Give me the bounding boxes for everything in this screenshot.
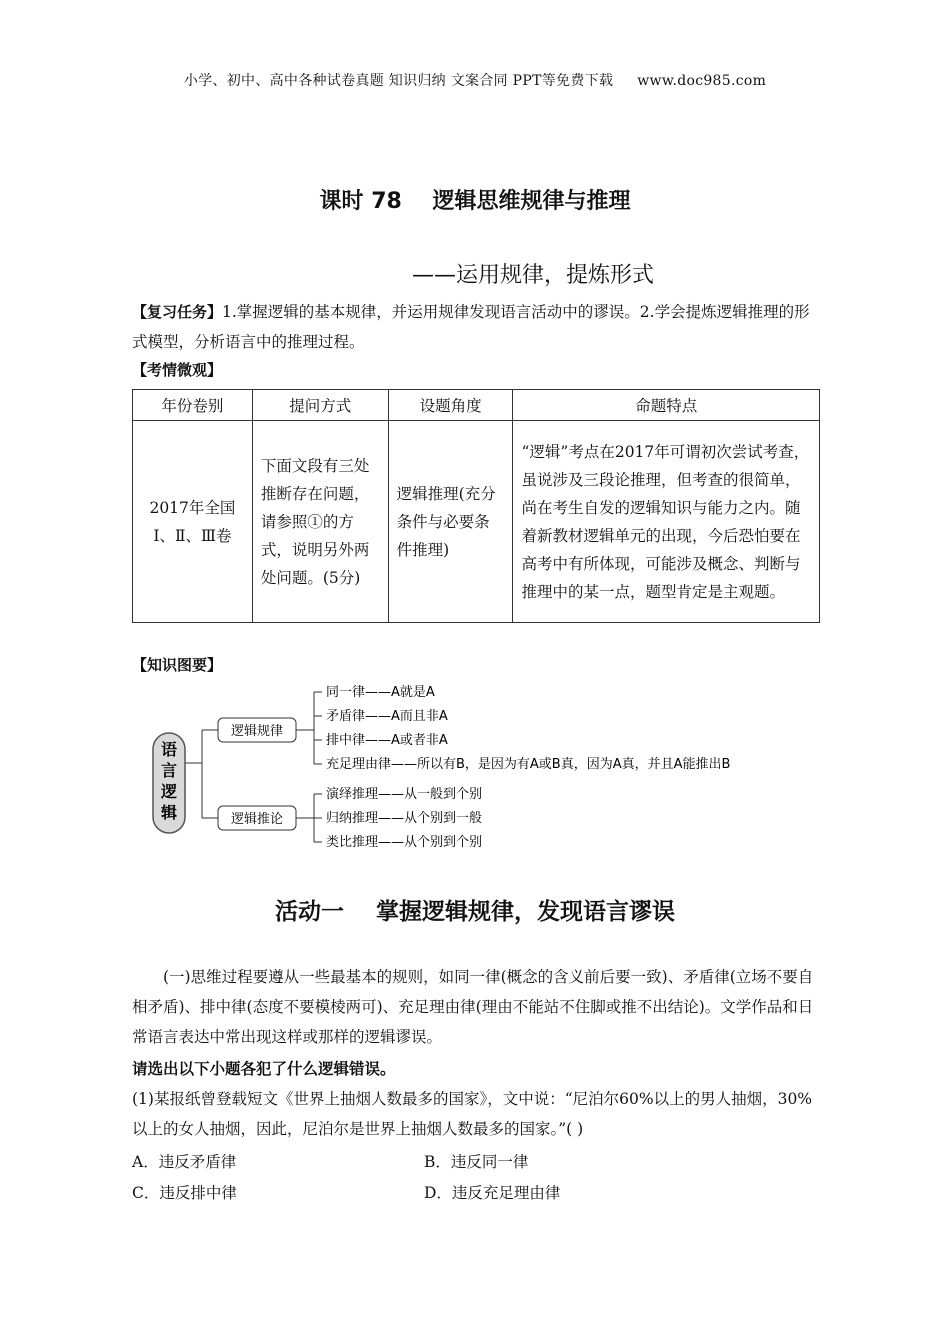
option-c[interactable]: C．违反排中律 — [132, 1184, 237, 1202]
mindmap-root-char: 语 — [160, 740, 178, 759]
mindmap-branch-connector — [296, 794, 322, 842]
table-cell-feature: “逻辑”考点在2017年可谓初次尝试考查，虽说涉及三段论推理，但考查的很简单，尚在考生自发的逻辑知识与能力之内。随着新教材逻辑单元的出现，今后恐怕要在高考中有所体现，可能涉及概念、判断与推理中的某一点，题型肯定是主观题。 — [513, 421, 820, 623]
exam-table — [132, 389, 820, 623]
mindmap-root-char: 辑 — [160, 803, 178, 822]
instruction: 请选出以下小题各犯了什么逻辑错误。 — [132, 1060, 396, 1078]
mindmap-branch-label: 逻辑规律 — [230, 724, 284, 739]
header-url[interactable]: www.doc985.com — [637, 73, 767, 89]
table-header: 命题特点 — [513, 390, 820, 421]
review-label: 【复习任务】 — [132, 303, 223, 321]
review-task — [132, 297, 820, 357]
page-header — [0, 70, 950, 90]
table-header: 年份卷别 — [133, 390, 253, 421]
mindmap-leaf: 矛盾律——A而且非A — [326, 709, 448, 724]
table-cell-angle: 逻辑推理(充分条件与必要条件推理) — [388, 421, 513, 623]
option-b[interactable]: B．违反同一律 — [424, 1153, 529, 1171]
mindmap-branch-label: 逻辑推论 — [230, 812, 284, 827]
mindmap-leaf: 类比推理——从个别到个别 — [326, 835, 483, 850]
mindmap-leaf: 充足理由律——所以有B，是因为有A或B真，因为A真，并且A能推出B — [326, 757, 731, 772]
page-subtitle: ——运用规律，提炼形式 — [412, 263, 655, 288]
table-cell-question: 下面文段有三处推断存在问题，请参照①的方式，说明另外两处问题。(5分) — [252, 421, 388, 623]
mindmap-root-connector — [185, 730, 218, 818]
table-header: 设题角度 — [388, 390, 513, 421]
mindmap-svg — [150, 683, 850, 853]
table-row — [133, 421, 820, 623]
knowledge-label: 【知识图要】 — [132, 656, 223, 674]
mindmap-root-char: 逻 — [160, 782, 178, 801]
mindmap-leaf: 排中律——A或者非A — [326, 733, 448, 748]
mindmap-leaf: 同一律——A就是A — [326, 685, 435, 700]
page-title: 课时 78 逻辑思维规律与推理 — [319, 189, 631, 214]
section-title: 活动一 掌握逻辑规律，发现语言谬误 — [274, 899, 676, 925]
review-text: 1.掌握逻辑的基本规律，并运用规律发现语言活动中的谬误。2.学会提炼逻辑推理的形式模型，分析语言中的推理过程。 — [132, 303, 810, 351]
table-header: 提问方式 — [252, 390, 388, 421]
option-d[interactable]: D．违反充足理由律 — [424, 1184, 561, 1202]
mindmap-root-char: 言 — [160, 761, 178, 780]
mindmap-leaf: 演绎推理——从一般到个别 — [326, 787, 483, 802]
mindmap-leaf: 归纳推理——从个别到一般 — [326, 811, 483, 826]
question-1: (1)某报纸曾登载短文《世界上抽烟人数最多的国家》，文中说：“尼泊尔60%以上的男人抽烟，30%以上的女人抽烟，因此，尼泊尔是世界上抽烟人数最多的国家。”( ) — [132, 1090, 813, 1138]
option-a[interactable]: A．违反矛盾律 — [132, 1153, 237, 1171]
header-text: 小学、初中、高中各种试卷真题 知识归纳 文案合同 PPT等免费下载 — [183, 73, 614, 89]
intro-paragraph: (一)思维过程要遵从一些最基本的规则，如同一律(概念的含义前后要一致)、矛盾律(立场不要自相矛盾)、排中律(态度不要模棱两可)、充足理由律(理由不能站不住脚或推不出结论)。文学作品和日常语言表达中常出现这样或那样的逻辑谬误。 — [132, 968, 814, 1046]
mindmap-branch-connector — [296, 692, 322, 764]
knowledge-mindmap — [150, 683, 850, 853]
exam-label: 【考情微观】 — [132, 361, 223, 379]
table-header-row — [133, 390, 820, 421]
table-cell-year: 2017年全国Ⅰ、Ⅱ、Ⅲ卷 — [133, 421, 253, 623]
